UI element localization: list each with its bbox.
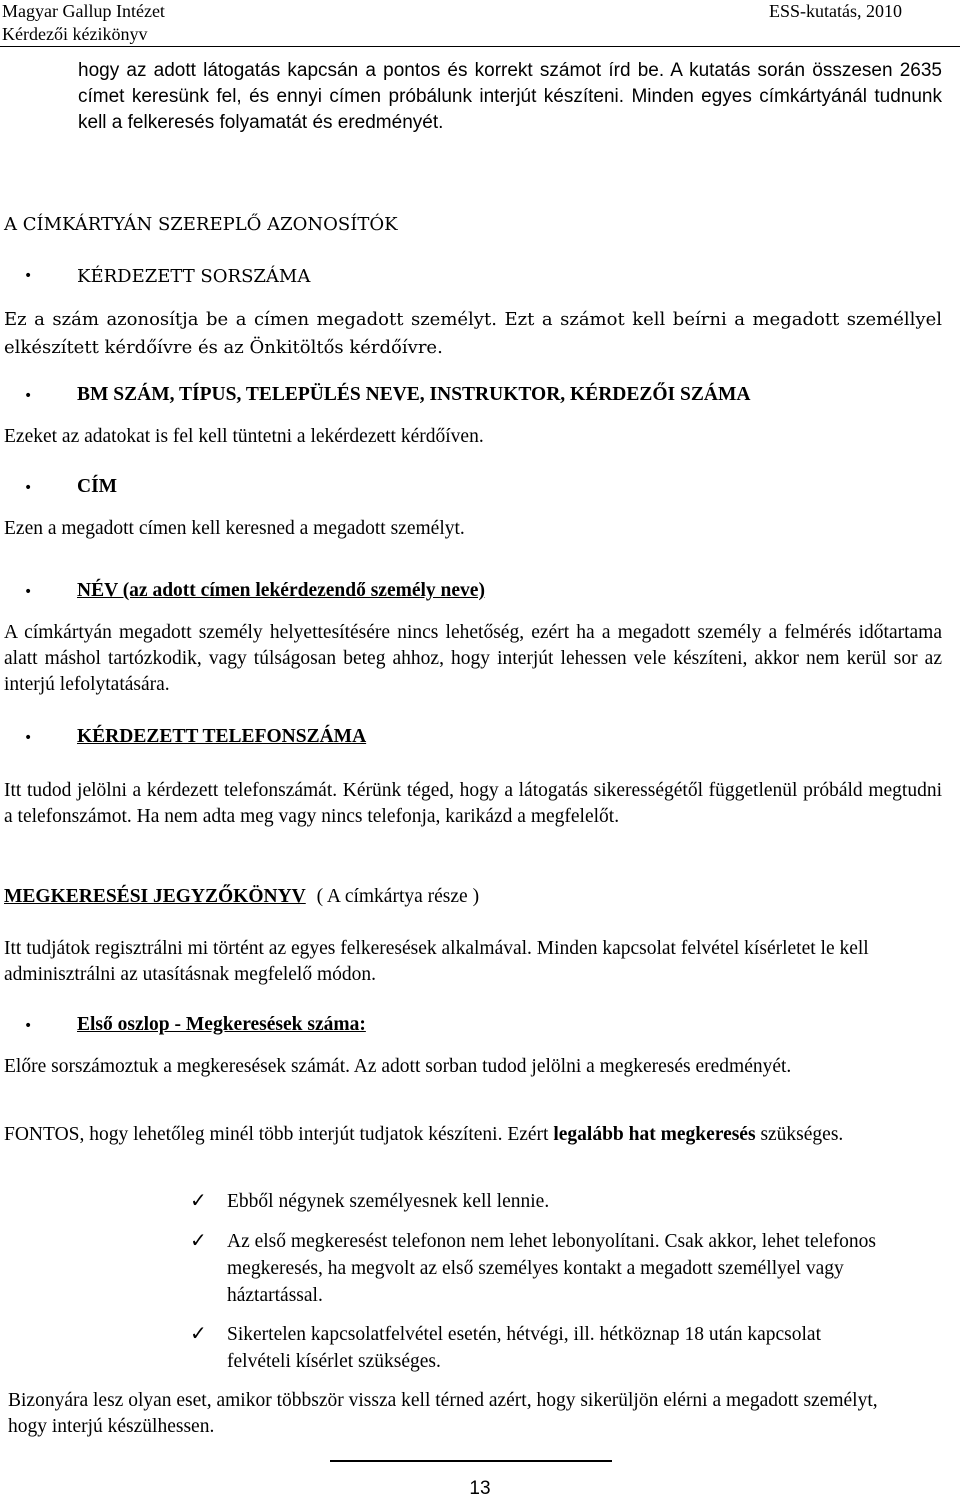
- bullet-icon: •: [24, 388, 33, 404]
- jegyzokonyv-text: Itt tudjátok regisztrálni mi történt az egyes felkeresések alkalmával. Minden kapcsolat felvétel kísérletet le kell adminisztrálni az utasításnak megfelelő módon.: [4, 938, 869, 985]
- kerdezett-sorszama-text: Ez a szám azonosítja be a címen megadott személyt. Ezt a számot kell beírni a megadott személlyel elkészített kérdőívre és az Önkitöltős kérdőívre.: [4, 309, 942, 358]
- heading-elso-oszlop: Első oszlop - Megkeresések száma:: [77, 1014, 366, 1035]
- bullet-icon: •: [24, 1018, 33, 1034]
- heading-bm-szam: BM SZÁM, TÍPUS, TELEPÜLÉS NEVE, INSTRUKTOR, KÉRDEZŐI SZÁMA: [77, 384, 751, 405]
- page-header: [0, 0, 960, 46]
- footer-divider: [330, 1460, 612, 1462]
- check-item: Ebből négynek személyesnek kell lennie.: [227, 1191, 550, 1212]
- heading-kerdezett-sorszama: KÉRDEZETT SORSZÁMA: [77, 266, 311, 287]
- fontos-paragraph: [4, 1122, 942, 1148]
- page-number: 13: [469, 1478, 491, 1499]
- section-title: A CÍMKÁRTYÁN SZEREPLŐ AZONOSÍTÓK: [4, 214, 398, 235]
- header-divider: [0, 46, 960, 47]
- heading-telefonszama: KÉRDEZETT TELEFONSZÁMA: [77, 726, 367, 747]
- fontos-text-end: szükséges.: [755, 1124, 844, 1145]
- bullet-icon: •: [24, 268, 33, 284]
- check-item: Az első megkeresést telefonon nem lehet lebonyolítani. Csak akkor, lehet telefonos megkeresés, ha megvolt az első személyes kontakt a megadott személlyel vagy háztartással.: [227, 1231, 877, 1306]
- fontos-emphasis: legalább hat megkeresés: [553, 1124, 756, 1145]
- heading-cim: CÍM: [77, 476, 118, 497]
- elso-oszlop-text: Előre sorszámoztuk a megkeresések számát. Az adott sorban tudod jelölni a megkeresés eredményét.: [4, 1056, 792, 1077]
- jegyzokonyv-title-note: ( A címkártya része ): [316, 886, 480, 907]
- closing-paragraph: Bizonyára lesz olyan eset, amikor többször vissza kell térned azért, hogy sikerüljön elérni a megadott személyt, hogy interjú készülhessen.: [8, 1390, 878, 1437]
- checkmark-icon: ✓: [190, 1321, 207, 1345]
- checkmark-icon: ✓: [190, 1188, 207, 1212]
- intro-paragraph: hogy az adott látogatás kapcsán a pontos és korrekt számot írd be. A kutatás során összesen 2635 címet keresünk fel, és ennyi címen próbálunk interjút készíteni. Minden egyes címkártyánál tudnunk kell a felkeresés folyamatát és eredményét.: [78, 60, 942, 133]
- fontos-text-start: FONTOS, hogy lehetőleg minél több interjút tudjatok készíteni. Ezért: [4, 1124, 554, 1145]
- telefonszama-text: Itt tudod jelölni a kérdezett telefonszámát. Kérünk téged, hogy a látogatás sikerességétől függetlenül próbáld megtudni a telefonszámot. Ha nem adta meg vagy nincs telefonja, karikázd a megfelelőt.: [4, 780, 942, 827]
- cim-text: Ezen a megadott címen kell keresned a megadott személyt.: [4, 518, 465, 539]
- check-item: Sikertelen kapcsolatfelvétel esetén, hétvégi, ill. hétköznap 18 után kapcsolat felvételi kísérlet szükséges.: [227, 1324, 821, 1372]
- bullet-icon: •: [24, 480, 33, 496]
- heading-nev: NÉV (az adott címen lekérdezendő személy neve): [77, 580, 485, 601]
- header-survey-name: ESS-kutatás, 2010: [769, 1, 902, 21]
- header-organization: Magyar Gallup Intézet: [2, 1, 165, 21]
- checkmark-icon: ✓: [190, 1228, 207, 1252]
- bullet-icon: •: [24, 730, 33, 746]
- jegyzokonyv-title: MEGKERESÉSI JEGYZŐKÖNYV: [4, 886, 306, 907]
- jegyzokonyv-title-line: [4, 884, 942, 910]
- nev-text: A címkártyán megadott személy helyettesítésére nincs lehetőség, ezért ha a megadott személy a felmérés időtartama alatt máshol tartózkodik, vagy túlságosan beteg ahhoz, hogy interjút lehessen vele készíteni, akkor nem kerül sor az interjú lefolytatására.: [4, 622, 942, 695]
- bm-szam-text: Ezeket az adatokat is fel kell tüntetni a lekérdezett kérdőíven.: [4, 426, 484, 447]
- bullet-icon: •: [24, 584, 33, 600]
- header-subtitle: Kérdezői kézikönyv: [2, 24, 148, 44]
